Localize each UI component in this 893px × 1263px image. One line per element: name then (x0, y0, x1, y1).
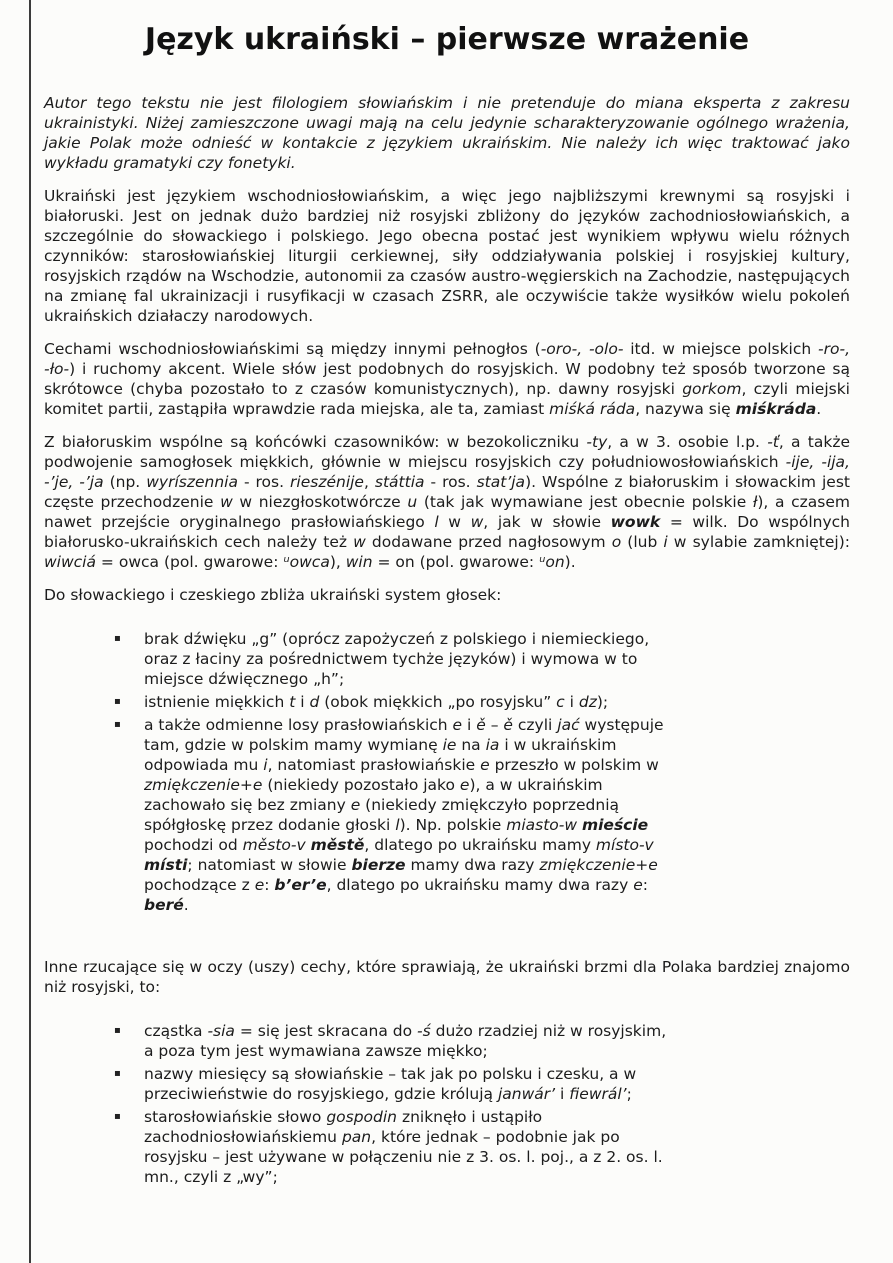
document-title: Język ukraiński – pierwsze wrażenie (144, 22, 750, 57)
list-item (114, 692, 670, 712)
document-content (44, 14, 850, 1201)
bullet-square-icon: ▪ (114, 719, 121, 730)
list-item-text: starosłowiańskie słowo gospodin zniknęło i ustąpiło zachodniosłowiańskiemu pan, które jednak – podobnie jak po rosyjsku – jest używane w połączeniu nie z 3. os. l. poj., a z 2. os. l. mn., czyli z „wy”; (144, 1108, 663, 1186)
intro-paragraph: Autor tego tekstu nie jest filologiem słowiańskim i nie pretenduje do miana eksperta z zakresu ukrainistyki. Niżej zamieszczone uwagi mają na celu jedynie scharakteryzowanie ogólnego wrażenia, jakie Polak może odnieść w kontakcie z językiem ukraińskim. Nie należy ich więc traktować jako wykładu gramatyki czy fonetyki. (44, 94, 850, 172)
bullet-square-icon: ▪ (114, 696, 121, 707)
bullet-square-icon: ▪ (114, 633, 121, 644)
scan-edge-line (29, 0, 31, 1263)
list-item (114, 629, 670, 689)
similarity-list (44, 1021, 850, 1187)
list-item (114, 1021, 670, 1061)
bullet-square-icon: ▪ (114, 1111, 121, 1122)
list-item-text: cząstka -sia = się jest skracana do -ś dużo rzadziej niż w rosyjskim, a poza tym jest wymawiana zawsze miękko; (144, 1022, 667, 1060)
paragraph-east-slavic-features: Cechami wschodniosłowiańskimi są między innymi pełnogłos (-oro-, -olo- itd. w miejsce polskich -ro-, -ło-) i ruchomy akcent. Wiele słów jest podobnych do rosyjskich. W podobny też sposób tworzone są skrótowce (chyba pozostało to z czasów komunistycznych), np. dawny rosyjski gorkom, czyli miejski komitet partii, zastąpiła wprawdzie rada miejska, ale ta, zamiast miśká ráda, nazywa się miśkráda. (44, 340, 850, 418)
list-item-text: brak dźwięku „g” (oprócz zapożyczeń z polskiego i niemieckiego, oraz z łaciny za pośrednictwem tychże języków) i wymowa w to miejsce dźwięcznego „h”; (144, 630, 650, 688)
phonology-list (44, 629, 850, 915)
paragraph-other-features-intro: Inne rzucające się w oczy (uszy) cechy, które sprawiają, że ukraiński brzmi dla Polaka bardziej znajomo niż rosyjski, to: (44, 958, 850, 996)
list-item-text: nazwy miesięcy są słowiańskie – tak jak po polsku i czesku, a w przeciwieństwie do rosyjskiego, gdzie królują janwár’ i fiewrál’; (144, 1065, 637, 1103)
bullet-square-icon: ▪ (114, 1068, 121, 1079)
bullet-square-icon: ▪ (114, 1025, 121, 1036)
paragraph-belarusian-common: Z białoruskim wspólne są końcówki czasowników: w bezokoliczniku -ty, a w 3. osobie l.p. -ť, a także podwojenie samogłosek miękkich, głównie w miejscu rosyjskich czy południowosłowiańskich -ije, -ija, -’je, -’ja (np. wyríszennia - ros. rieszénije, státtia - ros. stat’ja). Wspólne z białoruskim i słowackim jest częste przechodzenie w w niezgłoskotwórcze u (tak jak wymawiane jest obecnie polskie ł), a czasem nawet przejście oryginalnego prasłowiańskiego l w w, jak w słowie wowk = wilk. Do wspólnych białorusko-ukraińskich cech należy też w dodawane przed nagłosowym o (lub i w sylabie zamkniętej): wiwciá = owca (pol. gwarowe: ᵘowca), win = on (pol. gwarowe: ᵘon). (44, 433, 850, 571)
paragraph-phonology-intro: Do słowackiego i czeskiego zbliża ukraiński system głosek: (44, 586, 502, 604)
list-item-text: a także odmienne losy prasłowiańskich e i ě – ě czyli jać występuje tam, gdzie w polskim mamy wymianę ie na ia i w ukraińskim odpowiada mu i, natomiast prasłowiańskie e przeszło w polskim w zmiękczenie+e (niekiedy pozostało jako e), a w ukraińskim zachowało się bez zmiany e (niekiedy zmiękczyło poprzednią spółgłoskę przez dodanie głoski l). Np. polskie miasto-w mieście pochodzi od město-v městě, dlatego po ukraińsku mamy místo-v místi; natomiast w słowie bierze mamy dwa razy zmiękczenie+e pochodzące z e: b’er’e, dlatego po ukraińsku mamy dwa razy e: beré. (144, 716, 664, 914)
list-item (114, 1064, 670, 1104)
paragraph-east-slavic: Ukraiński jest językiem wschodniosłowiańskim, a więc jego najbliższymi krewnymi są rosyjski i białoruski. Jest on jednak dużo bardziej niż rosyjski zbliżony do języków zachodniosłowiańskich, a szczególnie do słowackiego i polskiego. Jego obecna postać jest wynikiem wpływu wielu różnych czynników: starosłowiańskiej liturgii cerkiewnej, siły oddziaływania polskiej i rosyjskiej kultury, rosyjskich rządów na Wschodzie, autonomii za czasów austro-węgierskich na Zachodzie, następujących na zmianę fal ukrainizacji i rusyfikacji w czasach ZSRR, ale oczywiście także wysiłków wielu pokoleń ukraińskich działaczy narodowych. (44, 187, 850, 325)
list-item (114, 1107, 670, 1187)
list-item (114, 715, 670, 915)
list-item-text: istnienie miękkich t i d (obok miękkich „po rosyjsku” c i dz); (144, 693, 609, 711)
